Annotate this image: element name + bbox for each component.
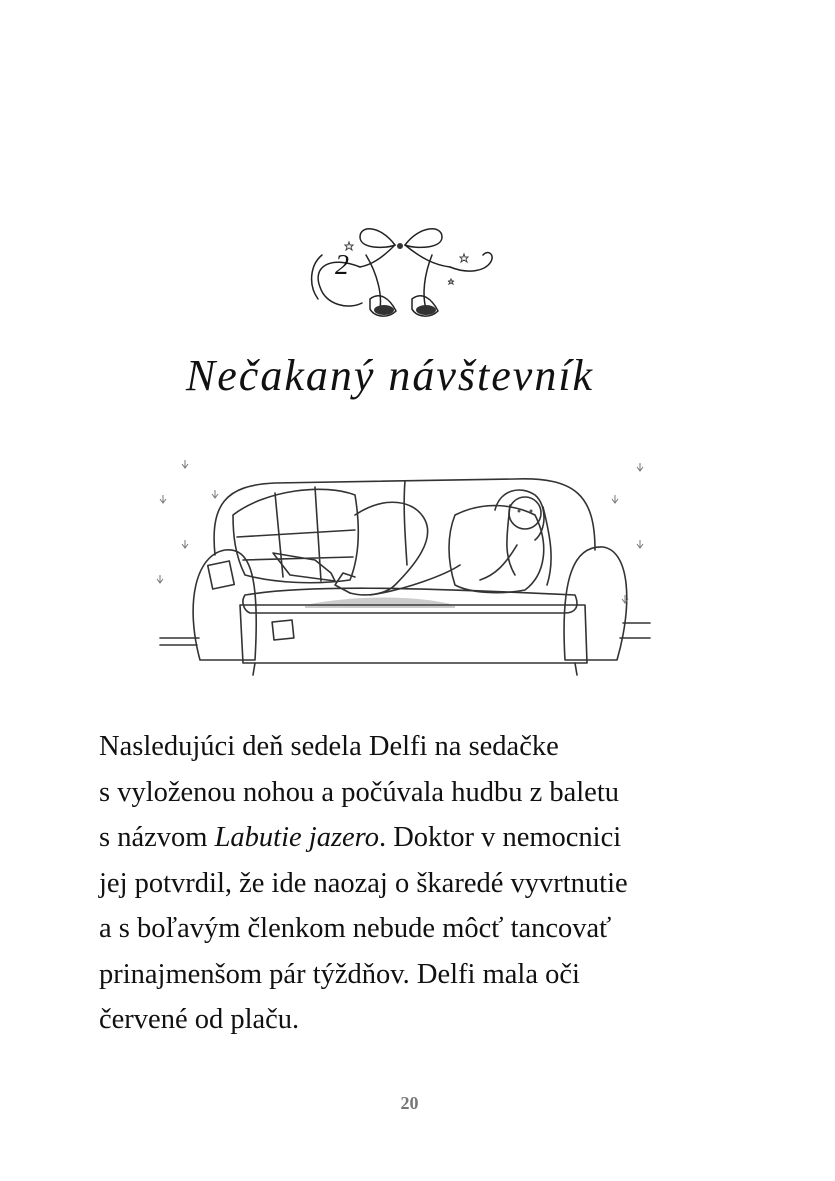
text-line: červené od plaču.: [99, 1004, 300, 1035]
page-number: 20: [400, 1093, 419, 1113]
text-line: a s boľavým členkom nebude môcť tancovať: [99, 913, 612, 944]
sofa-illustration: [155, 445, 655, 690]
text-line: s vyloženou nohou a počúvala hudbu z baletu: [99, 776, 619, 808]
body-paragraph: [99, 724, 739, 1043]
text-line: prinajmenšom pár týždňov. Delfi mala oči: [99, 958, 580, 990]
chapter-number: 2: [335, 250, 349, 281]
text-run: s názvom: [99, 822, 215, 853]
book-title-italic: Labutie jazero: [214, 822, 379, 853]
text-line: Nasledujúci deň sedela Delfi na sedačke: [99, 731, 559, 762]
text-run: . Doktor v nemocnici: [378, 822, 622, 853]
chapter-title: Nečakaný návštevník: [185, 351, 595, 400]
text-line: jej potvrdil, že ide naozaj o škaredé vyvrtnutie: [99, 867, 628, 899]
text-line: [99, 815, 739, 861]
